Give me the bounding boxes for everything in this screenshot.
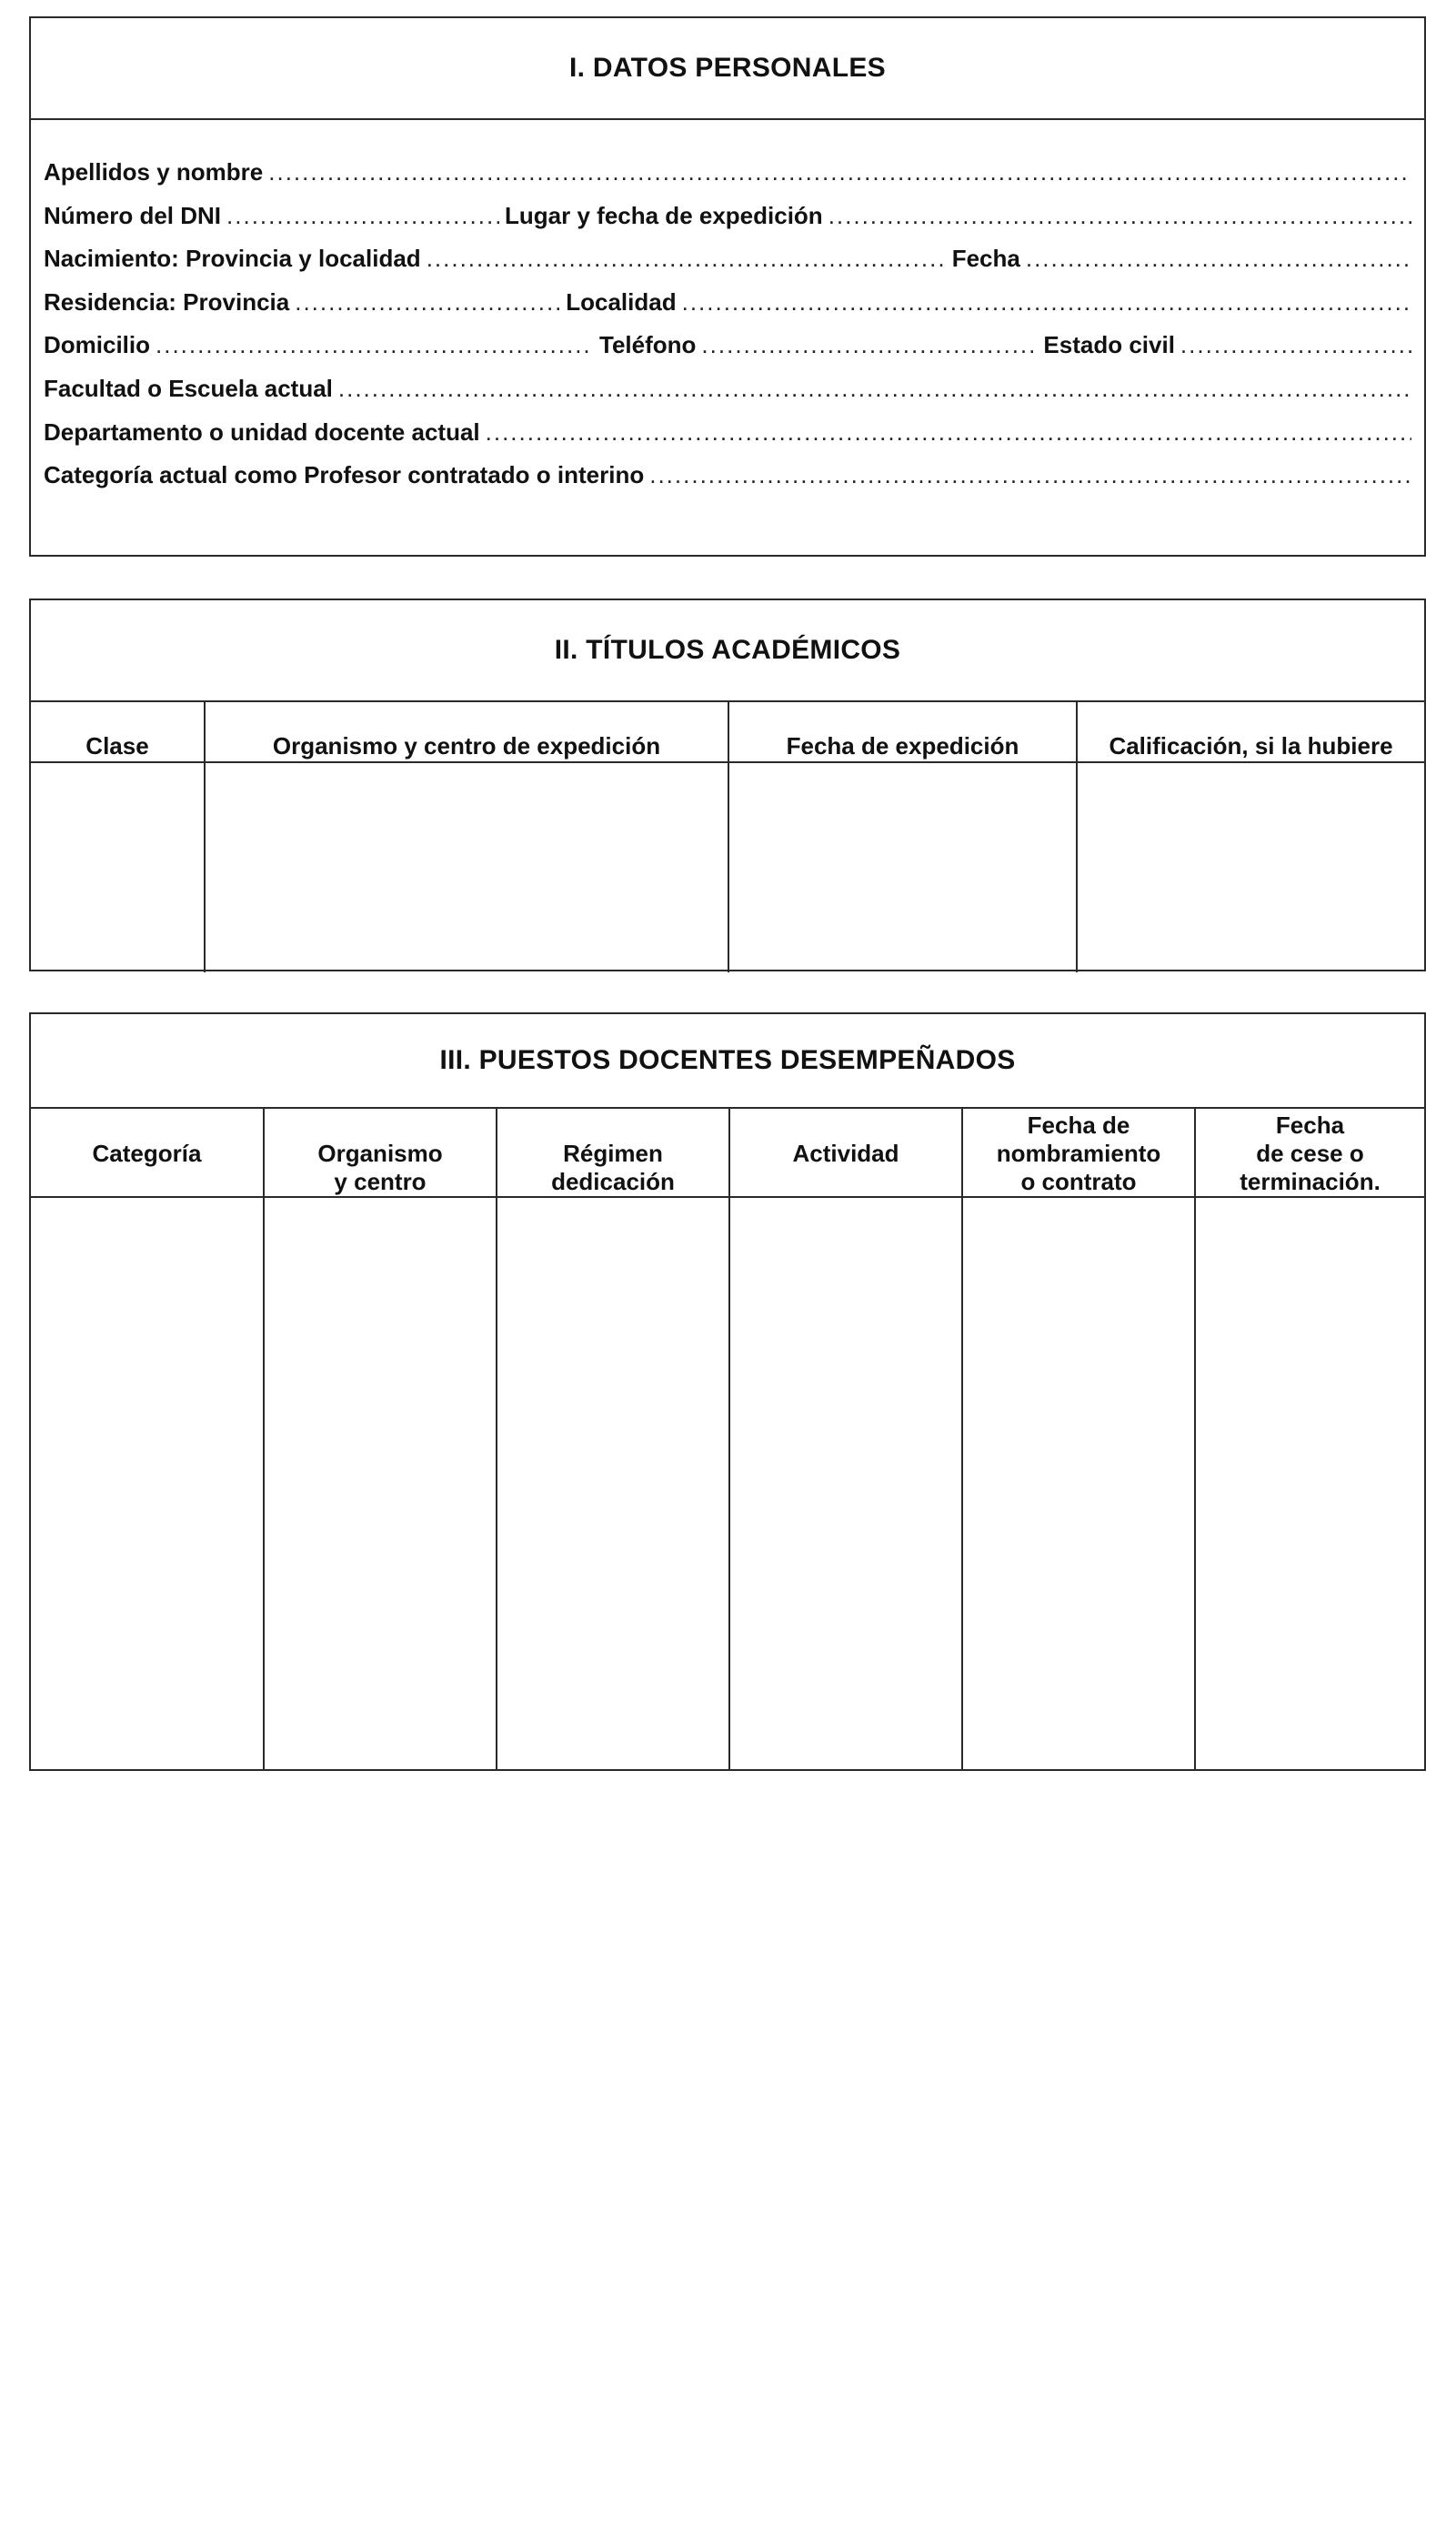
personal-data-title: I. DATOS PERSONALES xyxy=(31,18,1424,120)
fill-estado-civil[interactable] xyxy=(1180,331,1411,359)
column-header-actividad xyxy=(729,1109,962,1197)
fill-localidad[interactable] xyxy=(682,288,1411,317)
label-apellidos-nombre: Apellidos y nombre xyxy=(44,158,264,186)
header-line: Fecha xyxy=(1275,1112,1345,1139)
label-residencia-provincia: Residencia: Provincia xyxy=(44,287,290,316)
column-header-fecha-expedicion: Fecha de expedición xyxy=(728,702,1077,762)
label-facultad: Facultad o Escuela actual xyxy=(44,374,333,402)
fill-fecha-nacimiento[interactable] xyxy=(1026,245,1411,273)
field-line-dni xyxy=(44,202,1411,246)
personal-data-section xyxy=(29,16,1426,557)
header-line: de cese o xyxy=(1256,1140,1364,1167)
fill-facultad[interactable] xyxy=(338,375,1411,403)
table-cell[interactable] xyxy=(1077,762,1424,972)
label-localidad: Localidad xyxy=(566,287,677,316)
table-row xyxy=(31,1197,1424,1771)
header-line: nombramiento xyxy=(996,1140,1161,1167)
table-cell[interactable] xyxy=(962,1197,1195,1771)
label-dni: Número del DNI xyxy=(44,201,222,229)
header-line: y centro xyxy=(334,1168,427,1195)
fill-nacimiento[interactable] xyxy=(427,245,947,273)
table-cell[interactable] xyxy=(31,1197,264,1771)
field-line-facultad xyxy=(44,375,1411,418)
label-domicilio: Domicilio xyxy=(44,331,151,359)
header-line: Categoría xyxy=(92,1140,202,1167)
fill-domicilio[interactable] xyxy=(156,331,594,359)
table-cell[interactable] xyxy=(729,1197,962,1771)
header-line: Régimen xyxy=(563,1140,663,1167)
column-header-categoria xyxy=(31,1109,264,1197)
fill-apellidos-nombre[interactable] xyxy=(268,158,1411,186)
fill-telefono[interactable] xyxy=(701,331,1038,359)
academic-titles-table xyxy=(31,702,1424,972)
column-header-fecha-cese xyxy=(1195,1109,1424,1197)
column-header-clase: Clase xyxy=(31,702,205,762)
teaching-positions-section xyxy=(29,1012,1426,1771)
teaching-positions-title: III. PUESTOS DOCENTES DESEMPEÑADOS xyxy=(31,1014,1424,1109)
fill-categoria-actual[interactable] xyxy=(649,461,1411,489)
header-line: Fecha de xyxy=(1027,1112,1130,1139)
personal-data-fields xyxy=(31,120,1424,505)
column-header-regimen xyxy=(497,1109,729,1197)
label-categoria-actual: Categoría actual como Profesor contratado o interino xyxy=(44,461,645,489)
academic-titles-section xyxy=(29,599,1426,971)
header-line: terminación. xyxy=(1240,1168,1381,1195)
table-cell[interactable] xyxy=(728,762,1077,972)
label-departamento: Departamento o unidad docente actual xyxy=(44,417,480,446)
column-header-calificacion: Calificación, si la hubiere xyxy=(1077,702,1424,762)
label-nacimiento: Nacimiento: Provincia y localidad xyxy=(44,245,421,273)
label-telefono: Teléfono xyxy=(599,331,697,359)
header-line: o contrato xyxy=(1020,1168,1137,1195)
table-cell[interactable] xyxy=(497,1197,729,1771)
header-line: Actividad xyxy=(792,1140,899,1167)
table-row xyxy=(31,762,1424,972)
field-line-domicilio xyxy=(44,331,1411,375)
header-line: Organismo xyxy=(317,1140,443,1167)
header-line: dedicación xyxy=(551,1168,675,1195)
label-lugar-fecha-expedicion: Lugar y fecha de expedición xyxy=(505,201,823,229)
fill-dni[interactable] xyxy=(226,202,499,230)
field-line-name xyxy=(44,158,1411,202)
column-header-organismo xyxy=(264,1109,497,1197)
field-line-nacimiento xyxy=(44,245,1411,288)
field-line-residencia xyxy=(44,288,1411,332)
fill-departamento[interactable] xyxy=(486,418,1411,447)
field-line-categoria xyxy=(44,461,1411,505)
fill-lugar-fecha-expedicion[interactable] xyxy=(828,202,1411,230)
table-cell[interactable] xyxy=(1195,1197,1424,1771)
label-fecha-nacimiento: Fecha xyxy=(951,245,1020,273)
column-header-fecha-nombramiento xyxy=(962,1109,1195,1197)
table-cell[interactable] xyxy=(205,762,728,972)
table-cell[interactable] xyxy=(31,762,205,972)
fill-residencia-provincia[interactable] xyxy=(295,288,560,317)
academic-titles-title: II. TÍTULOS ACADÉMICOS xyxy=(31,600,1424,702)
field-line-departamento xyxy=(44,418,1411,462)
teaching-positions-table xyxy=(31,1109,1424,1771)
table-cell[interactable] xyxy=(264,1197,497,1771)
label-estado-civil: Estado civil xyxy=(1043,331,1175,359)
column-header-organismo-centro: Organismo y centro de expedición xyxy=(205,702,728,762)
